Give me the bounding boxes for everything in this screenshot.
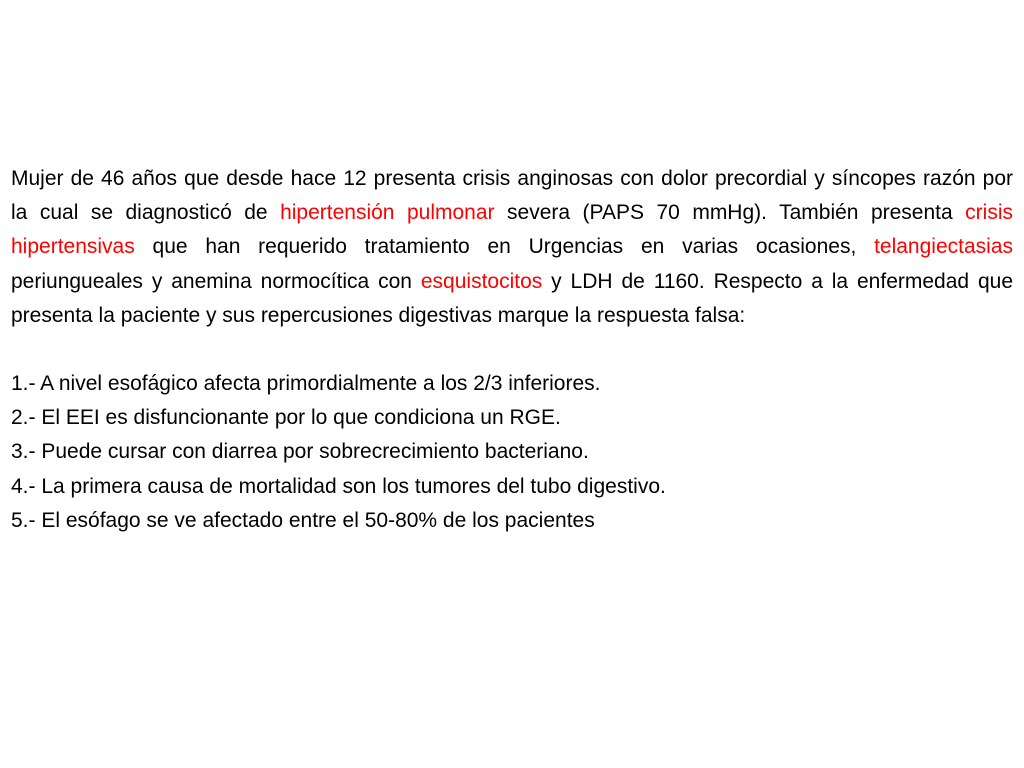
slide-content (11, 162, 1013, 538)
answer-option-1: 1.- A nivel esofágico afecta primordialmente a los 2/3 inferiores. (11, 372, 601, 396)
answer-option-4: 4.- La primera causa de mortalidad son los tumores del tubo digestivo. (11, 474, 666, 498)
question-text: Mujer de 46 años que desde hace 12 presenta crisis anginosas con dolor precordial y síncopes razón por la cual se diagnosticó de (11, 167, 1013, 225)
highlight-term: hipertensión pulmonar (280, 201, 495, 225)
question-text: y LDH de 1160. Respecto a la enfermedad que presenta la paciente y sus repercusiones digestivas marque la respuesta falsa: (11, 269, 1014, 327)
question-stem (11, 162, 1013, 333)
highlight-term: esquistocitos (420, 269, 543, 293)
answer-option-2: 2.- El EEI es disfuncionante por lo que condiciona un RGE. (11, 406, 561, 430)
highlight-term: crisis hipertensivas (11, 201, 1013, 259)
question-text: que han requerido tratamiento en Urgencias en varias ocasiones, (134, 235, 875, 259)
highlight-term: telangiectasias (874, 235, 1013, 259)
answer-option-5: 5.- El esófago se ve afectado entre el 50-80% de los pacientes (11, 508, 595, 532)
answer-options (11, 367, 1013, 538)
answer-option-3: 3.- Puede cursar con diarrea por sobrecrecimiento bacteriano. (11, 440, 589, 464)
question-text: severa (PAPS 70 mmHg). También presenta (494, 201, 966, 225)
question-text: periungueales y anemina normocítica con (11, 269, 421, 293)
